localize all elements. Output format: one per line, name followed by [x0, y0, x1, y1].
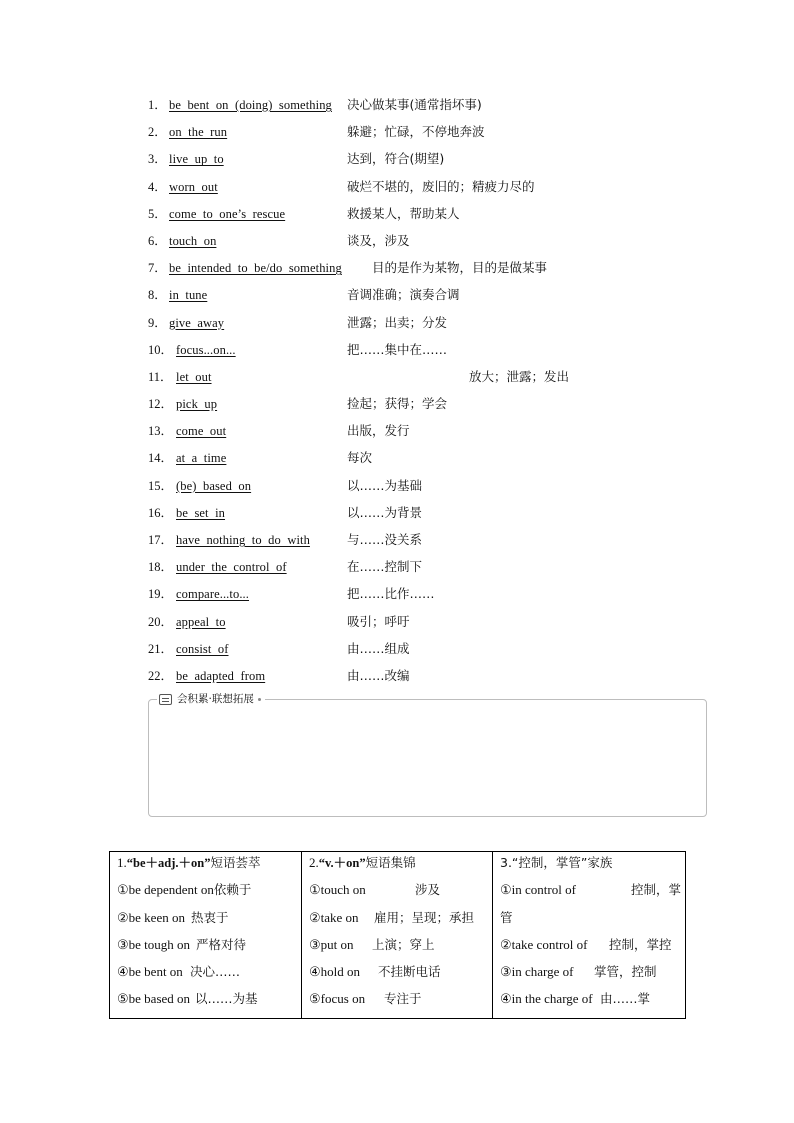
- phrase-row: [148, 176, 708, 203]
- table-item-chinese: 决心……: [190, 964, 241, 980]
- phrase-number: 3．: [148, 152, 167, 167]
- phrase-english: consist of: [176, 641, 229, 656]
- table-item: [500, 936, 685, 963]
- table-item: [117, 990, 301, 1017]
- phrase-chinese: 以……为基础: [347, 477, 423, 493]
- phrase-english: be adapted from: [176, 668, 266, 683]
- phrase-english: appeal to: [176, 614, 226, 629]
- phrase-english: in tune: [169, 288, 208, 303]
- phrase-number: 12．: [148, 397, 174, 412]
- phrase-extension-table: [109, 851, 686, 1019]
- phrase-chinese: 放大；泄露；发出: [469, 368, 570, 384]
- phrase-english: be bent on (doing) something: [169, 98, 332, 112]
- table-item: [500, 909, 685, 936]
- phrase-row: [148, 583, 708, 610]
- table-item-english: ④be bent on: [117, 964, 183, 980]
- phrase-chinese: 与……没关系: [347, 532, 423, 547]
- phrase-row: [148, 257, 708, 284]
- phrase-row: [148, 366, 708, 393]
- column-2-header: 2.“v.＋on”短语集锦: [309, 855, 416, 870]
- phrase-row: [148, 393, 708, 420]
- phrase-row: [148, 529, 708, 556]
- table-item: [117, 963, 301, 990]
- phrase-chinese: 音调准确；演奏合调: [347, 287, 460, 303]
- phrase-english: pick up: [176, 397, 218, 412]
- table-item-english: ③put on: [309, 936, 354, 952]
- table-item-english: ②be keen on: [117, 909, 185, 925]
- table-item: [500, 990, 685, 1017]
- phrase-row: [148, 121, 708, 148]
- phrase-row: [148, 203, 708, 230]
- phrase-row: [148, 284, 708, 311]
- table-item-chinese: 上演；穿上: [372, 936, 435, 952]
- table-item-chinese: 不挂断电话: [378, 964, 441, 980]
- phrase-row: [148, 556, 708, 583]
- phrase-row: [148, 502, 708, 529]
- phrase-row: [148, 447, 708, 474]
- phrase-row: [148, 230, 708, 257]
- table-column-1: [110, 852, 302, 1019]
- table-item: [309, 990, 492, 1017]
- table-item-english: ②take on: [309, 909, 359, 925]
- table-item: [500, 963, 685, 990]
- phrase-chinese: 由……组成: [347, 640, 410, 656]
- table-column-2: [302, 852, 493, 1019]
- table-item-chinese: 涉及: [415, 882, 441, 898]
- phrase-chinese: 达到，符合(期望): [347, 151, 445, 167]
- table-column-3: [493, 852, 686, 1019]
- table-item: [309, 909, 492, 936]
- table-item-chinese: 专注于: [384, 991, 422, 1007]
- table-item-chinese: 雇用；呈现；承担: [374, 909, 475, 925]
- phrase-english: be intended to be/do something: [169, 261, 342, 276]
- phrase-english: be set in: [176, 505, 226, 520]
- phrase-row: [148, 94, 708, 121]
- table-item-english: ②take control of: [500, 936, 588, 952]
- phrase-chinese: 以……为背景: [347, 504, 423, 520]
- phrase-row: [148, 148, 708, 175]
- phrase-number: 1．: [148, 98, 167, 112]
- column-2-header-phrase: “v.＋on”: [318, 856, 366, 870]
- expansion-box: [148, 699, 707, 817]
- phrase-english: compare...to...: [176, 587, 250, 602]
- phrase-number: 10．: [148, 342, 174, 357]
- column-3-header: 3.“控制，掌管”家族: [500, 855, 613, 870]
- phrase-chinese: 由……改编: [347, 667, 410, 683]
- table-item-chinese: 热衷于: [191, 909, 229, 925]
- table-item-english: ①touch on: [309, 882, 366, 898]
- phrase-number: 6．: [148, 233, 167, 248]
- phrase-english: worn out: [169, 179, 218, 194]
- phrase-chinese: 躲避；忙碌，不停地奔波: [347, 124, 485, 140]
- phrase-english: have nothing to do with: [176, 533, 310, 547]
- phrase-english: come to one’s rescue: [169, 206, 286, 221]
- table-item: [117, 909, 301, 936]
- phrase-english: under the control of: [176, 560, 287, 575]
- phrase-row: [148, 339, 708, 366]
- table-item-english: ③be tough on: [117, 936, 191, 952]
- phrase-number: 5．: [148, 206, 167, 221]
- phrase-chinese: 捡起；获得；学会: [347, 396, 448, 412]
- phrase-row: [148, 638, 708, 665]
- table-item: [309, 881, 492, 908]
- table-item: [309, 963, 492, 990]
- phrase-english: on the run: [169, 125, 228, 140]
- phrase-chinese: 谈及，涉及: [347, 232, 410, 248]
- table-item-chinese: 以……为基: [195, 991, 258, 1007]
- phrase-chinese: 破烂不堪的，废旧的；精疲力尽的: [347, 178, 535, 194]
- phrase-number: 4．: [148, 179, 167, 194]
- table-item-english: ④in the charge of: [500, 991, 593, 1007]
- phrase-number: 17．: [148, 533, 174, 547]
- table-item: [500, 881, 685, 908]
- table-item-chinese: 由……掌: [600, 991, 651, 1007]
- phrase-number: 7．: [148, 261, 167, 276]
- phrase-english: touch on: [169, 233, 217, 248]
- phrase-row: [148, 420, 708, 447]
- table-item-chinese: 管: [500, 909, 513, 925]
- table-item-chinese: 控制，掌: [631, 882, 682, 898]
- phrase-row: [148, 665, 708, 692]
- phrase-english: live up to: [169, 152, 224, 167]
- column-1-header-phrase: “be＋adj.＋on”: [126, 856, 211, 870]
- table-item-chinese: 控制，掌控: [609, 936, 672, 952]
- phrase-chinese: 把……比作……: [347, 586, 435, 602]
- box-title-text: 会积累·联想拓展: [177, 693, 254, 705]
- table-item: [117, 936, 301, 963]
- phrase-number: 11．: [148, 369, 173, 384]
- table-item-english: ⑤be based on: [117, 991, 191, 1007]
- phrase-number: 8．: [148, 288, 167, 303]
- phrase-chinese: 出版，发行: [347, 423, 410, 439]
- table-item-english: ①be dependent on: [117, 882, 214, 898]
- expansion-box-title: [157, 691, 265, 707]
- phrase-number: 20．: [148, 614, 174, 629]
- phrase-chinese: 决心做某事(通常指坏事): [347, 97, 482, 112]
- dot-icon: [258, 698, 261, 701]
- phrase-number: 9．: [148, 315, 167, 330]
- phrase-number: 2．: [148, 125, 167, 140]
- phrase-number: 18．: [148, 560, 174, 575]
- phrase-row: [148, 475, 708, 502]
- phrase-list: [148, 94, 708, 692]
- phrase-english: give away: [169, 315, 225, 330]
- table-item-english: ④hold on: [309, 964, 361, 980]
- table-item-english: ①in control of: [500, 882, 576, 898]
- table-item: [117, 881, 301, 908]
- phrase-number: 21．: [148, 641, 174, 656]
- table-item-english: ⑤focus on: [309, 991, 366, 1007]
- phrase-number: 19．: [148, 587, 174, 602]
- phrase-number: 14．: [148, 451, 174, 466]
- phrase-number: 13．: [148, 424, 174, 439]
- phrase-chinese: 泄露；出卖；分发: [347, 314, 448, 330]
- phrase-chinese: 吸引；呼吁: [347, 613, 410, 629]
- phrase-chinese: 目的是作为某物，目的是做某事: [372, 260, 548, 276]
- phrase-row: [148, 611, 708, 638]
- phrase-number: 22．: [148, 668, 174, 683]
- column-1-header: 1.“be＋adj.＋on”短语荟萃: [117, 855, 261, 870]
- phrase-english: let out: [176, 369, 212, 384]
- table-item-chinese: 掌管，控制: [594, 964, 657, 980]
- phrase-chinese: 在……控制下: [347, 559, 423, 575]
- table-item-chinese: 严格对待: [196, 936, 247, 952]
- phrase-english: come out: [176, 424, 227, 439]
- table-item-chinese: 依赖于: [213, 882, 252, 898]
- phrase-chinese: 救援某人，帮助某人: [347, 205, 460, 221]
- notes-icon: [159, 694, 172, 705]
- phrase-row: [148, 312, 708, 339]
- phrase-english: (be) based on: [176, 478, 252, 493]
- table-item-english: ③in charge of: [500, 964, 574, 980]
- phrase-chinese: 把……集中在……: [347, 341, 448, 357]
- phrase-english: at a time: [176, 451, 227, 466]
- phrase-chinese: 每次: [347, 450, 373, 466]
- phrase-english: focus...on...: [176, 342, 236, 357]
- table-item: [309, 936, 492, 963]
- phrase-number: 15．: [148, 478, 174, 493]
- phrase-number: 16．: [148, 505, 174, 520]
